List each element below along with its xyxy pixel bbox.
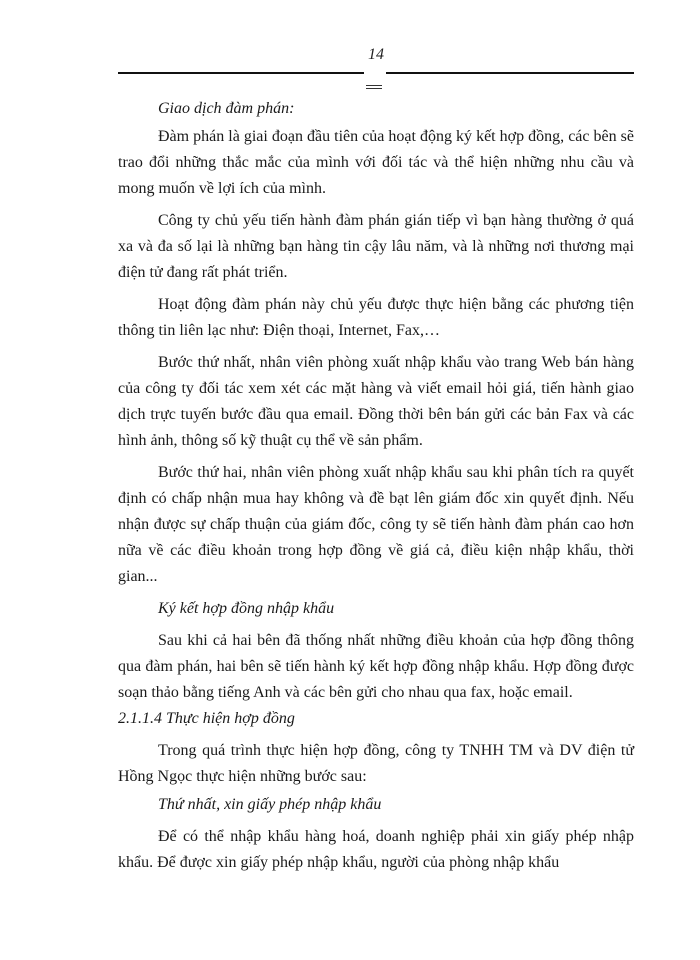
document-body bbox=[118, 90, 634, 876]
section-heading-signing: Ký kết hợp đồng nhập khẩu bbox=[158, 600, 335, 617]
paragraph: Hoạt động đàm phán này chủ yếu được thực hiện bằng các phương tiện thông tin liên lạc như: Điện thoại, Internet, Fax,… bbox=[118, 296, 634, 339]
page-number: 14 bbox=[368, 46, 384, 63]
paragraph: Trong quá trình thực hiện hợp đồng, công ty TNHH TM và DV điện tử Hồng Ngọc thực hiện những bước sau: bbox=[118, 742, 634, 785]
paragraph: Công ty chủ yếu tiến hành đàm phán gián tiếp vì bạn hàng thường ở quá xa và đa số lại là những bạn hàng tin cậy lâu năm, và là những nơi thương mại điện tử đang rất phát triển. bbox=[118, 212, 634, 281]
step-heading-import-license: Thứ nhất, xin giấy phép nhập khẩu bbox=[158, 796, 382, 813]
paragraph: Sau khi cả hai bên đã thống nhất những điều khoản của hợp đồng thông qua đàm phán, hai bên sẽ tiến hành ký kết hợp đồng nhập khẩu. Hợp đồng được soạn thảo bằng tiếng Anh và các bên gửi cho nhau qua fax, hoặc email. bbox=[118, 632, 634, 701]
paragraph: Đàm phán là giai đoạn đầu tiên của hoạt động ký kết hợp đồng, các bên sẽ trao đổi những thắc mắc của mình với đối tác và thể hiện những nhu cầu và mong muốn về lợi ích của mình. bbox=[118, 128, 634, 197]
header-rule-right bbox=[386, 72, 634, 74]
paragraph: Bước thứ hai, nhân viên phòng xuất nhập khẩu sau khi phân tích ra quyết định có chấp nhận mua hay không và đề bạt lên giám đốc xin quyết định. Nếu nhận được sự chấp thuận của giám đốc, công ty sẽ tiến hành đàm phán cao hơn nữa về các điều khoản trong hợp đồng về giá cả, điều kiện nhập khẩu, thời gian... bbox=[118, 464, 634, 585]
paragraph: Để có thể nhập khẩu hàng hoá, doanh nghiệp phải xin giấy phép nhập khẩu. Để được xin giấy phép nhập khẩu, người của phòng nhập khẩu bbox=[118, 828, 634, 871]
section-heading-contract-execution: 2.1.1.4 Thực hiện hợp đồng bbox=[118, 710, 295, 727]
paragraph: Bước thứ nhất, nhân viên phòng xuất nhập khẩu vào trang Web bán hàng của công ty đối tác xem xét các mặt hàng và viết email hỏi giá, tiến hành giao dịch trực tuyến bước đầu qua email. Đồng thời bên bán gửi các bản Fax và các hình ảnh, thông số kỹ thuật cụ thể về sản phẩm. bbox=[118, 354, 634, 449]
section-heading-negotiation: Giao dịch đàm phán: bbox=[158, 100, 295, 117]
header-rule-left bbox=[118, 72, 364, 74]
